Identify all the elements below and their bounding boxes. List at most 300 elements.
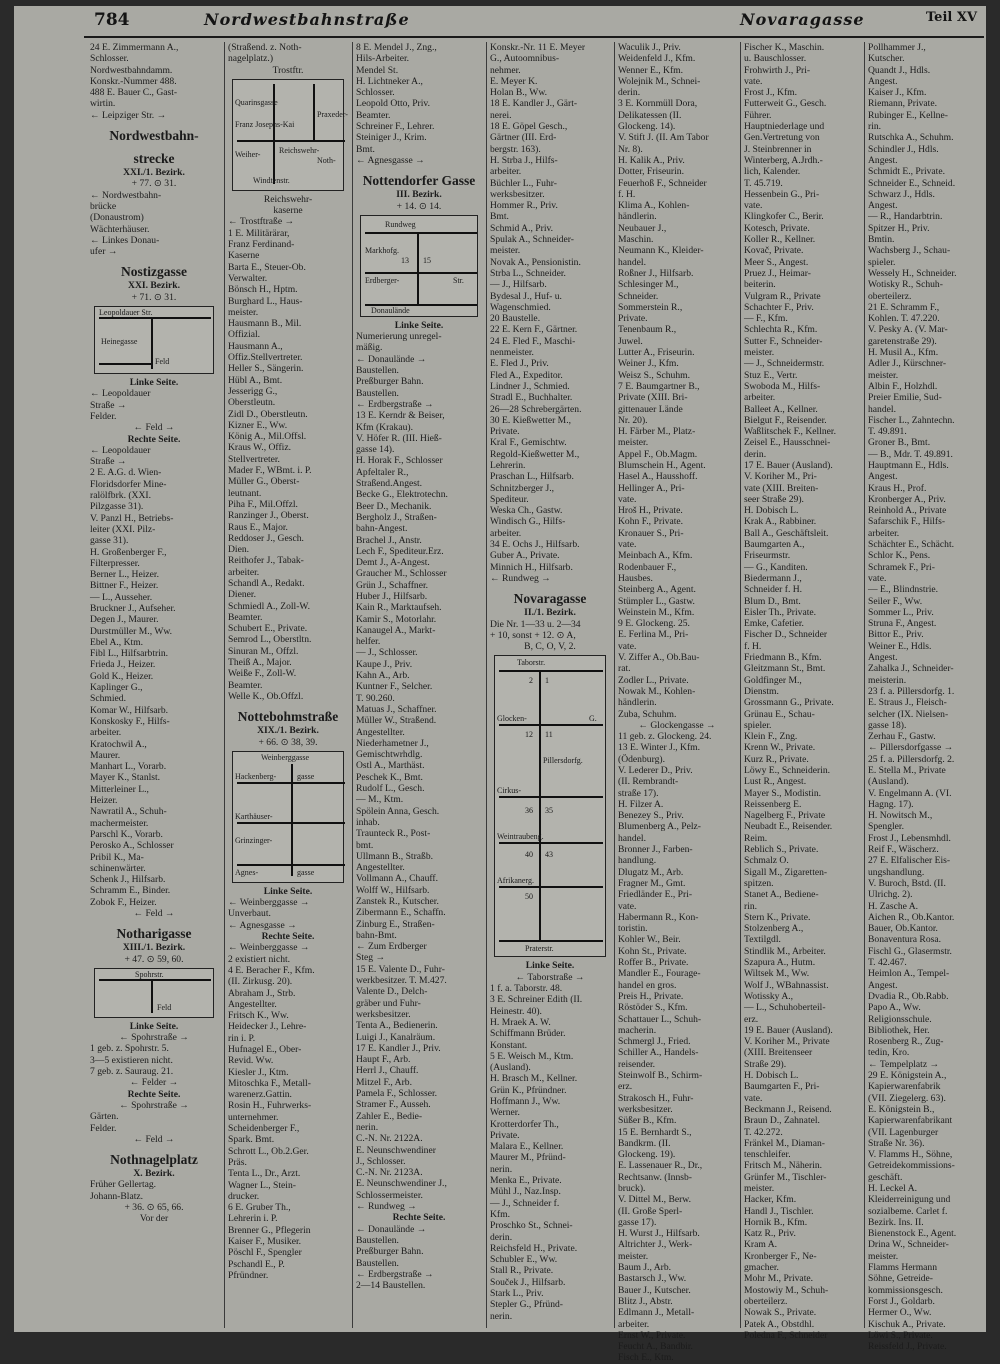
entry-line: 26—28 Schrebergärten.	[490, 403, 582, 415]
entry-line: Offiz.Stellvertreter.	[228, 352, 303, 364]
entry-line: V. Dittel M., Berw.	[618, 1194, 692, 1206]
cross-street-line: Vor der	[139, 1213, 169, 1225]
entry-line: Bronner J., Farben-	[618, 844, 693, 856]
entry-line: Schnitzberger J.,	[490, 482, 555, 494]
map-label: Feld	[157, 1002, 172, 1012]
entry-line: Lutter A., Friseurin.	[618, 347, 695, 359]
entry-line: Zinburg E., Straßen-	[356, 918, 435, 930]
entry-line: Grünau E., Schau-	[744, 708, 815, 720]
entry-line: E. Meyer K.	[490, 75, 538, 87]
entry-line: H. Kalik A., Priv.	[618, 154, 685, 166]
entry-line: Zibermann E., Schaffn.	[356, 907, 446, 919]
entry-line: gasse 14).	[356, 444, 395, 456]
entry-line: ← Leipziger Str. →	[90, 109, 167, 121]
entry-line: Floridsdorfer Mine-	[90, 478, 167, 490]
entry-line: Preis H., Private.	[618, 990, 684, 1002]
entry-line: Meer S., Angest.	[744, 256, 809, 268]
entry-line: Durstmüller M., Ww.	[90, 625, 173, 637]
entry-line: sozialbeme. Carlet f.	[868, 1205, 948, 1217]
entry-line: Meinbach A., Kfm.	[618, 550, 693, 562]
section-label: Linke Seite.	[263, 885, 313, 897]
house-number: 35	[545, 806, 553, 816]
entry-line: Heizer.	[90, 795, 118, 807]
entry-line: Filterpresser.	[90, 557, 140, 569]
entry-line: rin.	[868, 121, 882, 133]
entry-line: arbeiter.	[618, 1318, 650, 1330]
entry-line: Wotisky R., Schuh-	[868, 279, 943, 291]
column-2	[228, 42, 348, 1328]
entry-line: J. Steinbrenner in	[744, 143, 812, 155]
entry-line: 17 E. Kandler J., Priv.	[356, 1042, 441, 1054]
entry-line: Abraham J., Strb.	[228, 987, 296, 999]
entry-line: Reblich S., Private.	[744, 844, 819, 856]
entry-line: Baum J., Arb.	[618, 1262, 672, 1274]
entry-line: Pilzgasse 31).	[90, 501, 144, 513]
entry-line: gräber und Fuhr-	[356, 997, 421, 1009]
entry-line: Zeisel E., Hausschnei-	[744, 437, 831, 449]
entry-line: derin.	[490, 1231, 513, 1243]
column-6-block-a	[744, 42, 860, 1341]
entry-line: 8 E. Mendel J., Zng.,	[356, 42, 437, 53]
part-label: Teil XV	[926, 10, 978, 25]
entry-line: Pruez J., Heimar-	[744, 267, 811, 279]
entry-line: Angestellter.	[356, 862, 405, 874]
entry-line: (II. Zirkusg. 20).	[228, 976, 293, 988]
entry-line: Adler J., Kürschner-	[868, 358, 947, 370]
entry-line: 25 f. a. Pillersdorfg. 2.	[868, 753, 955, 765]
entry-line: Hommer R., Priv.	[490, 200, 558, 212]
entry-line: Nawratil A., Schuh-	[90, 806, 167, 818]
entry-line: Private (XIII. Bri-	[618, 392, 688, 404]
entry-line: — J., Schneider f.	[490, 1197, 560, 1209]
entry-line: Schubler E., Ww.	[490, 1254, 558, 1266]
entry-line: E. Straus J., Fleisch-	[868, 697, 947, 709]
entry-line: Nowak S., Private.	[744, 1307, 817, 1319]
entry-line: Schachter F., Priv.	[744, 301, 814, 313]
entry-line: Krak A., Rabbiner.	[744, 516, 817, 528]
entry-line: 13 E. Winter J., Kfm.	[618, 742, 701, 754]
entry-line: Zahalka J., Schneider-	[868, 663, 954, 675]
entry-line: Patek A., Obstdhl.	[744, 1318, 815, 1330]
entry-line: gasse 31).	[90, 535, 129, 547]
entry-line: Kral F., Gemischtw.	[490, 437, 567, 449]
street-heading: strecke	[133, 151, 175, 167]
entry-line: brücke	[90, 200, 117, 212]
entry-line: Handl J., Tischler.	[744, 1205, 814, 1217]
entry-line: Delikatessen (II.	[618, 109, 682, 121]
entry-line: Friseurmstr.	[744, 550, 791, 562]
entry-line: Frieda J., Heizer.	[90, 659, 156, 671]
entry-line: Fisch E., Ktm.	[618, 1352, 674, 1364]
entry-line: 2 E. A.G. d. Wien-	[90, 467, 162, 479]
entry-line: Dvadia R., Ob.Rabb.	[868, 990, 949, 1002]
entry-line: lich, Kalender.	[744, 166, 801, 178]
entry-line: Hübl A., Bmt.	[228, 374, 283, 386]
entry-line: Roffer B., Private.	[618, 957, 689, 969]
house-number: 40	[525, 850, 533, 860]
left-running-title: Nordwestbahnstraße	[204, 10, 410, 29]
entry-line: C.-N. Nr. 2122A.	[356, 1133, 423, 1145]
entry-line: Reithofer J., Tabak-	[228, 555, 304, 567]
entry-line: Blitz J., Abstr.	[618, 1295, 673, 1307]
entry-line: Mandler E., Fourage-	[618, 968, 701, 980]
entry-line: Spitzer H., Priv.	[868, 222, 930, 234]
entry-line: Pschandl E., P.	[228, 1258, 285, 1270]
entry-line: meister.	[868, 1250, 899, 1262]
entry-line: derin.	[618, 87, 641, 99]
entry-line: nerin.	[490, 1163, 513, 1175]
entry-line: (Straßend. z. Noth-	[228, 42, 302, 53]
street-map-nottebohmstrasse	[232, 751, 344, 883]
entry-line: Piha F., Mil.Offzl.	[228, 498, 298, 510]
entry-line: Numerierung unregel-	[356, 331, 442, 343]
entry-line: Mohr M., Private.	[744, 1273, 814, 1285]
entry-line: H. Färber M., Platz-	[618, 426, 696, 438]
entry-line: 2—14 Baustellen.	[356, 1280, 426, 1292]
entry-line: machermeister.	[90, 817, 149, 829]
entry-line: Maurer M., Pfründ-	[490, 1152, 566, 1164]
entry-line: (II. Rembrandt-	[618, 776, 679, 788]
entry-line: Reissenberg E.	[744, 798, 802, 810]
entry-line: 2 existiert nicht.	[228, 953, 291, 965]
entry-line: Kaupe J., Priv.	[356, 658, 413, 670]
cross-street-line: ← Taborstraße →	[515, 971, 585, 983]
entry-line: 22 E. Kern F., Gärtner.	[490, 324, 578, 336]
entry-line: ← Linkes Donau-	[90, 234, 160, 246]
header-rule	[84, 36, 984, 38]
entry-line: Weska Ch., Gastw.	[490, 505, 563, 517]
entry-line: Schmied.	[90, 693, 126, 705]
entry-line: H. Horak F., Schlosser	[356, 455, 443, 467]
entry-line: Brachel J., Anstr.	[356, 534, 422, 546]
entry-line: Kahn A., Arb.	[356, 670, 410, 682]
entry-line: ← Erdbergstraße →	[356, 1268, 434, 1280]
entry-line: Pollhammer J.,	[868, 42, 926, 53]
entry-line: leiter (XXI. Pilz-	[90, 523, 156, 535]
entry-line: V. Koriher M., Private	[744, 1036, 830, 1048]
map-label: Windtenstr.	[253, 175, 290, 185]
entry-line: ← Agnesgasse →	[228, 919, 297, 931]
entry-line: ← Nordwestbahn-	[90, 189, 162, 201]
entry-line: Semrod L., Oberstltn.	[228, 634, 312, 646]
entry-line: Religionsschule.	[868, 1013, 932, 1025]
entry-line: Straße Nr. 36).	[868, 1137, 925, 1149]
entry-line: 29 E. Königstein A.,	[868, 1070, 947, 1082]
street-heading: Nothnagelplatz	[110, 1152, 198, 1168]
entry-line: Preier Emilie, Sud-	[868, 392, 942, 404]
entry-line: Schrott L., Ob.2.Ger.	[228, 1145, 309, 1157]
entry-line: Fischer K., Maschin.	[744, 42, 825, 53]
entry-line: nerin.	[490, 1310, 513, 1322]
entry-line: vate.	[618, 539, 637, 551]
cross-street-line: kaserne	[273, 205, 303, 217]
entry-line: 11 geb. z. Glockeng. 24.	[618, 731, 712, 743]
entry-line: selcher (IX. Nielsen-	[868, 708, 949, 720]
entry-line: Preßburger Bahn.	[356, 376, 424, 388]
entry-line: bahn-Angest.	[356, 523, 408, 535]
entry-line: erz.	[744, 1013, 759, 1025]
entry-line: Offizial.	[228, 329, 261, 341]
entry-line: Tenenbaum R.,	[618, 324, 677, 336]
entry-line: Schmidt E., Private.	[868, 166, 946, 178]
entry-line: Regold-Kießwetter M.,	[490, 448, 580, 460]
entry-line: Strakosch H., Fuhr-	[618, 1092, 694, 1104]
entry-line: (Ödenburg).	[618, 753, 665, 765]
entry-line: Lech F., Spediteur.Erz.	[356, 545, 444, 557]
entry-line: inhab.	[356, 816, 380, 828]
entry-line: Angest.	[868, 652, 898, 664]
entry-line: Angestellter.	[356, 726, 405, 738]
entry-line: Gärtner (III. Erd-	[490, 132, 557, 144]
entry-line: meister.	[490, 245, 521, 257]
entry-line: Weidenfeld J., Kfm.	[618, 53, 696, 65]
entry-line: Herrl J., Chauff.	[356, 1065, 419, 1077]
entry-line: Sommer L., Priv.	[868, 606, 934, 618]
entry-line: Bittner F., Heizer.	[90, 580, 159, 592]
column-2-block-b	[228, 194, 348, 748]
entry-line: arbeiter.	[868, 527, 900, 539]
entry-line: V. Panzl H., Betriebs-	[90, 512, 174, 524]
entry-line: Angest.	[868, 75, 898, 87]
entry-line: Schandl A., Redakt.	[228, 577, 305, 589]
entry-line: (XIII. Breitenseer	[744, 1047, 813, 1059]
entry-line: gasse 18).	[868, 719, 907, 731]
entry-line: Felder.	[90, 1122, 117, 1134]
entry-line: 3 E. Schreiner Edith (II.	[490, 994, 583, 1006]
entry-line: Straße →	[90, 456, 127, 468]
entry-line: handlung.	[618, 855, 657, 867]
entry-line: vate.	[868, 572, 887, 584]
cross-street-line: + 66. ⊙ 38, 39.	[258, 736, 318, 748]
entry-line: Schmid A., Priv.	[490, 222, 554, 234]
entry-line: Swoboda M., Hilfs-	[744, 380, 821, 392]
column-5	[618, 42, 736, 1364]
entry-line: Stall R., Private.	[490, 1265, 554, 1277]
entry-line: V. Ziffer A., Ob.Bau-	[618, 652, 700, 664]
entry-line: 15 E. Valente D., Fuhr-	[356, 963, 445, 975]
entry-line: gittenauer Lände	[618, 403, 683, 415]
entry-line: Maschin.	[618, 234, 654, 246]
entry-line: Franz Ferdinand-	[228, 239, 295, 251]
entry-line: H. Leckel A.	[868, 1182, 918, 1194]
entry-line: Frohwirth J., Pri-	[744, 64, 811, 76]
entry-line: Wagner L., Stein-	[228, 1179, 296, 1191]
column-7-block-a	[868, 42, 982, 1352]
entry-line: Schmalz O.	[744, 855, 789, 867]
entry-line: Grossmann G., Private.	[744, 697, 834, 709]
entry-line: Mitzel F., Arb.	[356, 1076, 412, 1088]
street-heading: Nottebohmstraße	[237, 709, 339, 725]
entry-line: Kronauer S., Pri-	[618, 527, 684, 539]
entry-line: Winterberg, A.Jrdh.-	[744, 154, 823, 166]
column-divider	[486, 42, 487, 1328]
entry-line: Traunteck R., Post-	[356, 828, 431, 840]
entry-line: Weiner J., Kfm.	[618, 358, 679, 370]
entry-line: Oberstleutn.	[228, 397, 276, 409]
entry-line: Klima A., Kohlen-	[618, 200, 690, 212]
entry-line: beiterin.	[744, 279, 776, 291]
entry-line: Kanaugel A., Markt-	[356, 624, 436, 636]
entry-line: Degen J., Maurer.	[90, 614, 159, 626]
entry-line: Rudolf L., Gesch.	[356, 783, 425, 795]
entry-line: Hufnagel E., Ober-	[228, 1044, 302, 1055]
entry-line: Bibliothek, Her.	[868, 1024, 930, 1036]
entry-line: T. 90.260.	[356, 692, 395, 704]
column-4-block-b	[490, 960, 610, 1322]
entry-line: Schmergl J., Fried.	[618, 1036, 691, 1048]
entry-line: Süßer B., Kfm.	[618, 1115, 677, 1127]
entry-line: Ernst W., Private.	[618, 1329, 686, 1341]
entry-line: Grün K., Pfründner.	[490, 1084, 567, 1096]
entry-line: Steinberg A., Agent.	[618, 584, 696, 596]
entry-line: Stuz E., Vertr.	[744, 369, 798, 381]
street-map-novaragasse	[494, 655, 606, 957]
entry-line: werksbesitzer.	[490, 188, 545, 200]
entry-line: Führer.	[744, 109, 772, 121]
entry-line: Schubert E., Private.	[228, 623, 308, 635]
entry-line: Fränkel M., Diaman-	[744, 1137, 825, 1149]
entry-line: Hellinger A., Pri-	[618, 482, 685, 494]
entry-line: Büchler L., Fuhr-	[490, 177, 557, 189]
entry-line: Benezey S., Priv.	[618, 810, 684, 822]
map-label: Spohrstr.	[135, 969, 164, 979]
entry-line: Schenk J., Hilfsarb.	[90, 874, 166, 886]
entry-line: E. Lassenauer R., Dr.,	[618, 1160, 703, 1172]
map-label: Praterstr.	[525, 944, 554, 954]
entry-line: ← Weinberggasse →	[228, 897, 310, 909]
entry-line: Gärten.	[90, 1111, 119, 1123]
cross-street-line: + 71. ⊙ 31.	[131, 291, 177, 303]
entry-line: Weinstein M., Kfm.	[618, 606, 695, 618]
entry-line: Mostowiy M., Schuh-	[744, 1284, 829, 1296]
entry-line: Die Nr. 1—33 u. 2—34	[490, 618, 581, 630]
street-heading: Nostizgasse	[121, 264, 187, 280]
entry-line: Stepler G., Pfründ-	[490, 1299, 564, 1311]
entry-line: Manhart L., Vorarb.	[90, 761, 167, 773]
entry-line: Zidl D., Oberstleutn.	[228, 408, 308, 420]
entry-line: händlerin.	[618, 211, 657, 223]
map-label: Afrikanerg.	[497, 876, 534, 886]
house-number: 50	[525, 892, 533, 902]
entry-line: Krotterdorfer Th.,	[490, 1118, 559, 1130]
entry-line: f. H.	[744, 640, 762, 652]
map-label: Praxeder-	[317, 109, 348, 119]
section-label: Linke Seite.	[394, 319, 444, 331]
entry-line: Vulgram R., Private	[744, 290, 821, 302]
map-label: Heinegasse	[101, 337, 138, 347]
entry-line: Valente D., Delch-	[356, 986, 428, 998]
entry-line: Spark. Bmt.	[228, 1134, 275, 1146]
entry-line: 13 E. Kerndr & Beiser,	[356, 410, 445, 422]
entry-line: Blumenberg A., Pelz-	[618, 821, 701, 833]
entry-line: Textilgdl.	[744, 934, 781, 946]
map-label: Weintraubeng.	[497, 832, 544, 842]
entry-line: 30 E. Kießwetter M.,	[490, 414, 571, 426]
entry-line: 24 E. Zimmermann A.,	[90, 42, 179, 53]
entry-line: kommissionsgesch.	[868, 1284, 943, 1296]
entry-line: Strba L., Schneider.	[490, 267, 566, 279]
entry-line: — J., Schneidermstr.	[744, 358, 825, 370]
cross-street-line: + 36. ⊙ 65, 66.	[124, 1202, 184, 1214]
cross-street-line: ← Spohrstraße →	[119, 1099, 189, 1111]
entry-line: Edlmann J., Metall-	[618, 1307, 695, 1319]
entry-line: Zerhau F., Gastw.	[868, 731, 936, 743]
entry-line: Mayer S., Modistin.	[744, 787, 822, 799]
map-label: Quarinsgasse	[235, 97, 278, 107]
entry-line: arbeiter.	[490, 527, 522, 539]
entry-line: Schlechta R., Kfm.	[744, 324, 818, 336]
entry-line: Spediteur.	[490, 493, 529, 505]
column-7	[868, 42, 982, 1353]
entry-line: Spölein Anna, Gesch.	[356, 805, 440, 817]
entry-line: Lehrerin i. P.	[228, 1213, 278, 1225]
entry-line: Friedländer E., Pri-	[618, 889, 693, 901]
entry-line: Appel F., Ob.Magm.	[618, 448, 698, 460]
entry-line: Pamela F., Schlosser.	[356, 1088, 438, 1100]
entry-line: Stanet A., Bediene-	[744, 889, 819, 901]
entry-line: Private.	[490, 426, 520, 438]
street-heading: Notharigasse	[116, 926, 192, 942]
entry-line: arbeiter.	[744, 392, 776, 404]
entry-line: H. Lichtneker A.,	[356, 75, 423, 87]
entry-line: Hornik B., Kfm.	[744, 1216, 808, 1228]
entry-line: H. Nowitsch M.,	[868, 810, 933, 822]
entry-line: Theiß A., Major.	[228, 657, 292, 669]
entry-line: Angest.	[868, 471, 898, 483]
entry-line: Fritsch K., Ww.	[228, 1010, 289, 1022]
entry-line: Baustellen.	[356, 1234, 399, 1246]
entry-line: Schlor K., Pens.	[868, 550, 931, 562]
entry-line: C.-N. Nr. 2123A.	[356, 1167, 423, 1179]
entry-line: bergstr. 163).	[490, 143, 541, 155]
entry-line: Nagelberg F., Private	[744, 810, 826, 822]
entry-line: Gemischtwrhdlg.	[356, 749, 423, 761]
entry-line: Leopold Otto, Priv.	[356, 98, 430, 110]
entry-line: Werner.	[490, 1107, 520, 1119]
entry-line: ← Pillersdorfgasse →	[868, 742, 954, 754]
entry-line: Bielgut F., Reisender.	[744, 414, 827, 426]
entry-line: E. Fled J., Priv.	[490, 358, 549, 370]
entry-line: J., Schlosser.	[356, 1155, 406, 1167]
entry-line: 488 E. Bauer C., Gast-	[90, 87, 178, 99]
column-1-block-c	[90, 1021, 218, 1225]
entry-line: Beamter.	[356, 109, 391, 121]
column-divider	[864, 42, 865, 1328]
entry-line: H. Brasch M., Kellner.	[490, 1073, 578, 1085]
entry-line: Felder.	[90, 410, 117, 422]
entry-line: Hasel A., Hausshoff.	[618, 471, 698, 483]
entry-line: Hausbes.	[618, 572, 653, 584]
entry-line: T. 45.719.	[744, 177, 783, 189]
column-divider	[352, 42, 353, 1328]
entry-line: tedin, Kro.	[868, 1047, 910, 1059]
entry-line: Bmt.	[356, 143, 375, 155]
cross-street-line: ← Felder →	[129, 1077, 179, 1089]
entry-line: Steiniger J., Krim.	[356, 132, 427, 144]
street-heading: Nordwestbahn-	[109, 128, 199, 144]
entry-line: Reinhold A., Private	[868, 505, 947, 517]
entry-line: Kischuk A., Private.	[868, 1318, 946, 1330]
map-label: Franz Josephs-Kai	[235, 119, 295, 129]
map-label: Markhofg.	[365, 245, 399, 255]
column-4-block-a	[490, 42, 610, 652]
entry-line: Berner L., Heizer.	[90, 569, 159, 581]
entry-line: Spulak A., Schneider-	[490, 234, 575, 246]
entry-line: Bmtin.	[868, 234, 895, 246]
entry-line: Schneider f. H.	[744, 584, 803, 596]
entry-line: spieler.	[744, 719, 772, 731]
entry-line: Beamter.	[228, 679, 263, 691]
